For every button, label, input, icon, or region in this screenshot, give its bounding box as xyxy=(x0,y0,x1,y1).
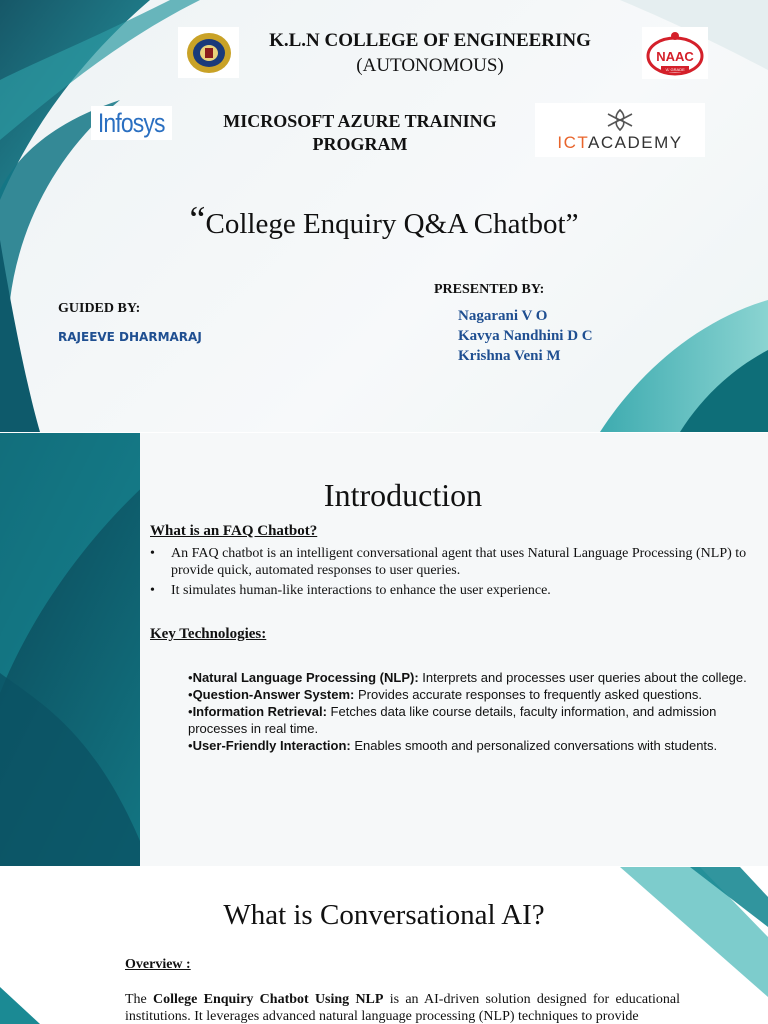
guide-name: RAJEEVE DHARMARAJ xyxy=(58,330,202,344)
ict-academy-logo xyxy=(535,103,705,157)
infosys-logo xyxy=(91,106,172,140)
introduction-title: Introduction xyxy=(323,477,483,513)
faq-bullet-list xyxy=(150,545,760,602)
technology-description: Interprets and processes user queries about the college. xyxy=(418,670,747,685)
presenter-name: Kavya Nandhini D C xyxy=(458,328,593,344)
guided-by-label: GUIDED BY: xyxy=(58,301,141,316)
kln-college-logo xyxy=(178,27,239,78)
para-text: The xyxy=(125,992,154,1007)
list-item: •User-Friendly Interaction: Enables smooth and personalized conversations with students. xyxy=(188,738,718,753)
infosys-wordmark: Infosys xyxy=(98,107,165,138)
technology-description: Enables smooth and personalized conversations with students. xyxy=(350,738,718,753)
technology-name: Information Retrieval: xyxy=(192,704,327,719)
list-item: •Question-Answer System: Provides accurate responses to frequently asked questions. xyxy=(188,687,702,702)
project-title xyxy=(0,198,768,241)
ict-emblem-icon xyxy=(603,108,637,132)
technology-description: Provides accurate responses to frequently asked questions. xyxy=(354,687,702,702)
overview-paragraph xyxy=(125,991,680,1024)
autonomous-label: (AUTONOMOUS) xyxy=(356,55,504,76)
college-emblem-icon xyxy=(185,31,233,75)
title-open-quote: “ xyxy=(189,199,206,239)
title-text: College Enquiry Q&A Chatbot xyxy=(205,208,566,240)
title-close-quote: ” xyxy=(565,208,579,240)
technology-description: Fetches data like course details, faculty information, and admission processes in real time. xyxy=(188,704,717,736)
list-item: • It simulates human-like interactions to enhance the user experience. xyxy=(150,582,760,599)
naac-grade-text: 'A' GRADE xyxy=(665,67,685,72)
presented-by-label: PRESENTED BY: xyxy=(434,282,545,297)
presenter-list xyxy=(458,306,593,366)
naac-logo xyxy=(642,27,708,79)
academy-text: ACADEMY xyxy=(588,132,683,152)
college-name: K.L.N COLLEGE OF ENGINEERING xyxy=(269,30,591,51)
technology-list xyxy=(188,669,763,754)
presenter-name: Krishna Veni M xyxy=(458,348,561,364)
technology-name: Natural Language Processing (NLP): xyxy=(192,670,419,685)
program-line-2: PROGRAM xyxy=(312,134,408,154)
training-program-title xyxy=(190,110,530,156)
key-technologies-heading: Key Technologies: xyxy=(150,626,267,642)
faq-heading: What is an FAQ Chatbot? xyxy=(150,523,318,539)
program-line-1: MICROSOFT AZURE TRAINING xyxy=(223,111,497,131)
list-item: •Information Retrieval: Fetches data like course details, faculty information, and admission processes in real time. xyxy=(188,704,717,736)
overview-heading: Overview : xyxy=(125,957,191,972)
list-item: •Natural Language Processing (NLP): Interprets and processes user queries about the college. xyxy=(188,670,747,685)
technology-name: User-Friendly Interaction: xyxy=(192,738,351,753)
presenter-name: Nagarani V O xyxy=(458,308,548,324)
para-bold-text: College Enquiry Chatbot Using NLP xyxy=(153,992,384,1007)
list-item: • An FAQ chatbot is an intelligent conversational agent that uses Natural Language Processing (NLP) to provide quick, automated responses to user queries. xyxy=(150,545,760,579)
ict-text: ICT xyxy=(557,132,589,152)
conversational-ai-title: What is Conversational AI? xyxy=(223,899,545,931)
title-slide xyxy=(0,0,768,432)
naac-badge-icon xyxy=(645,30,705,76)
technology-name: Question-Answer System: xyxy=(192,687,355,702)
naac-text: NAAC xyxy=(656,49,694,64)
para-text: is an AI-driven solution designed for educational institutions. It leverages advanced natural language processing (NLP) techniques to provide xyxy=(125,992,681,1024)
